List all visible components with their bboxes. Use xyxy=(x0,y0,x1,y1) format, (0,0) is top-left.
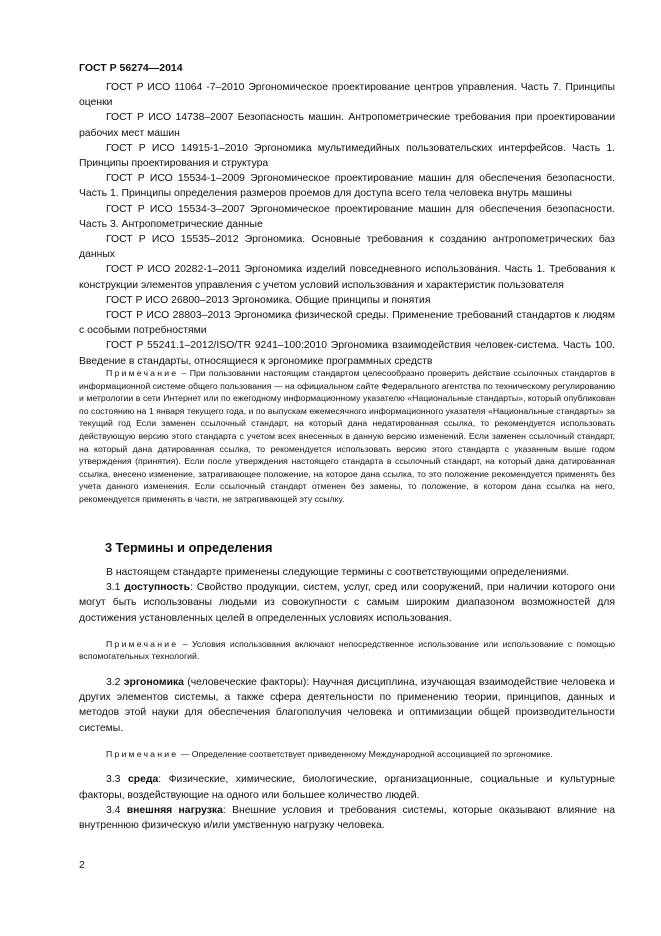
terms-section xyxy=(79,565,615,833)
term-3-2: 3.2 эргономика (человеческие факторы): Научная дисциплина, изучающая взаимодействие человека и других элементов системы, а также сфера деятельности по применению теории, принципов, данных и методов этой науки для обеспечения благополучия человека и оптимизации общей производительности системы. xyxy=(79,677,615,734)
note-label: Примечание xyxy=(106,368,179,378)
references-note xyxy=(79,367,615,506)
reference-item: ГОСТ Р ИСО 15534-3–2007 Эргономическое проектирование машин для обеспечения безопасности. Часть 3. Антропометрические данные xyxy=(79,203,615,230)
reference-item: ГОСТ Р ИСО 28803–2013 Эргономика физической среды. Применение требований стандартов к людям с особыми потребностями xyxy=(79,310,615,337)
note-text: – При пользовании настоящим стандартом целесообразно проверить действие ссылочных стандартов в информационной системе общего пользования — на официальном сайте Федерального агентства по техническому регулированию и метрологии в сети Интернет или по ежегодному информационному указателю «Национальные стандарты», который опубликован по состоянию на 1 января текущего года, и по выпускам ежемесячного информационного указателя «Национальные стандарты» за текущий год Если заменен ссылочный стандарт, на который дана недатированная ссылка, то рекомендуется использовать действующую версию этого стандарта с учетом всех внесенных в данную версию изменений. Если заменен ссылочный стандарт, на который дана датированная ссылка, то рекомендуется использовать версию этого стандарта с указанным выше годом утверждения (принятия). Если после утверждения настоящего стандарта в ссылочный стандарт, на который дана датированная ссылка, внесено изменение, затрагивающее положение, на которое дана ссылка, то это положение рекомендуется применять без учета данного изменения. Если ссылочный стандарт отменен без замены, то положение, в котором дана ссылка на него, рекомендуется применять в части, не затрагивающей эту ссылку. xyxy=(79,368,615,504)
term-name: среда xyxy=(127,774,159,786)
reference-item: ГОСТ Р ИСО 26800–2013 Эргономика. Общие принципы и понятия xyxy=(106,294,431,306)
reference-item: ГОСТ Р ИСО 14738–2007 Безопасность машин. Антропометрические требования при проектировании рабочих мест машин xyxy=(79,112,615,139)
term-3-4: 3.4 внешняя нагрузка: Внешние условия и требования системы, которые оказывают влияние на внутреннюю физическую и/или умственную нагрузку человека. xyxy=(79,804,615,832)
term-definition: : Свойство продукции, систем, услуг, сред или сооружений, при наличии которого они могут быть использованы людьми из совокупности с самым широким диапазоном возможностей для достижения установленных целей в определенных условиях использования. xyxy=(79,582,615,624)
section-intro: В настоящем стандарте применены следующие термины с соответствующими определениями. xyxy=(106,567,570,578)
term-name: внешняя нагрузка xyxy=(126,804,223,816)
term-definition: : Внешние условия и требования системы, которые оказывают влияние на внутреннюю физическую и/или умственную нагрузку человека. xyxy=(79,804,615,832)
term-note-1: Примечание – Условия использования включают непосредственное использование или использование с помощью вспомогательных технологий. xyxy=(79,638,615,662)
term-definition: : Физические, химические, биологические, организационные, социальные и культурные факторы, воздействующие на одного или большее количество людей. xyxy=(79,774,615,801)
reference-item: ГОСТ Р ИСО 20282-1–2011 Эргономика изделий повседневного использования. Часть 1. Требования к конструкции элементов управления с учетом условий использования и характеристик пользователя xyxy=(79,264,615,291)
term-3-1: 3.1 доступность: Свойство продукции, систем, услуг, сред или сооружений, при наличии которого они могут быть использованы людьми из совокупности с самым широким диапазоном возможностей для достижения установленных целей в определенных условиях использования. xyxy=(79,582,615,624)
reference-item: ГОСТ Р ИСО 14915-1–2010 Эргономика мультимедийных пользовательских интерфейсов. Часть 1. Принципы проектирования и структура xyxy=(79,142,615,170)
normative-references-list xyxy=(79,80,615,369)
reference-item: ГОСТ Р ИСО 15535–2012 Эргономика. Основные требования к созданию антропометрических баз данных xyxy=(79,234,615,261)
term-definition: (человеческие факторы): Научная дисциплина, изучающая взаимодействие человека и других элементов системы, а также сфера деятельности по применению теории, принципов, данных и методов этой науки для обеспечения благополучия человека и оптимизации общей производительности системы. xyxy=(79,677,615,734)
section-title: 3 Термины и определения xyxy=(105,540,273,555)
reference-item: ГОСТ Р 55241.1–2012/ISO/TR 9241–100:2010 Эргономика взаимодействия человек-система. Часть 100. Введение в стандарты, относящиеся к эргономике программных средств xyxy=(79,340,615,367)
term-name: доступность xyxy=(124,582,191,594)
reference-item: ГОСТ Р ИСО 15534-1–2009 Эргономическое проектирование машин для обеспечения безопасности. Часть 1. Принципы определения размеров проемов для доступа всего тела человека внутрь машины xyxy=(79,173,615,200)
term-3-3: 3.3 среда: Физические, химические, биологические, организационные, социальные и культурные факторы, воздействующие на одного или большее количество людей. xyxy=(79,774,615,801)
page-number: 2 xyxy=(79,859,85,871)
reference-item: ГОСТ Р ИСО 11064 -7–2010 Эргономическое проектирование центров управления. Часть 7. Принципы оценки xyxy=(79,82,615,109)
term-note-2: Примечание — Определение соответствует приведенному Международной ассоциацией по эргономике. xyxy=(106,748,553,759)
term-name: эргономика xyxy=(123,677,184,688)
document-code-header: ГОСТ Р 56274—2014 xyxy=(79,62,183,74)
